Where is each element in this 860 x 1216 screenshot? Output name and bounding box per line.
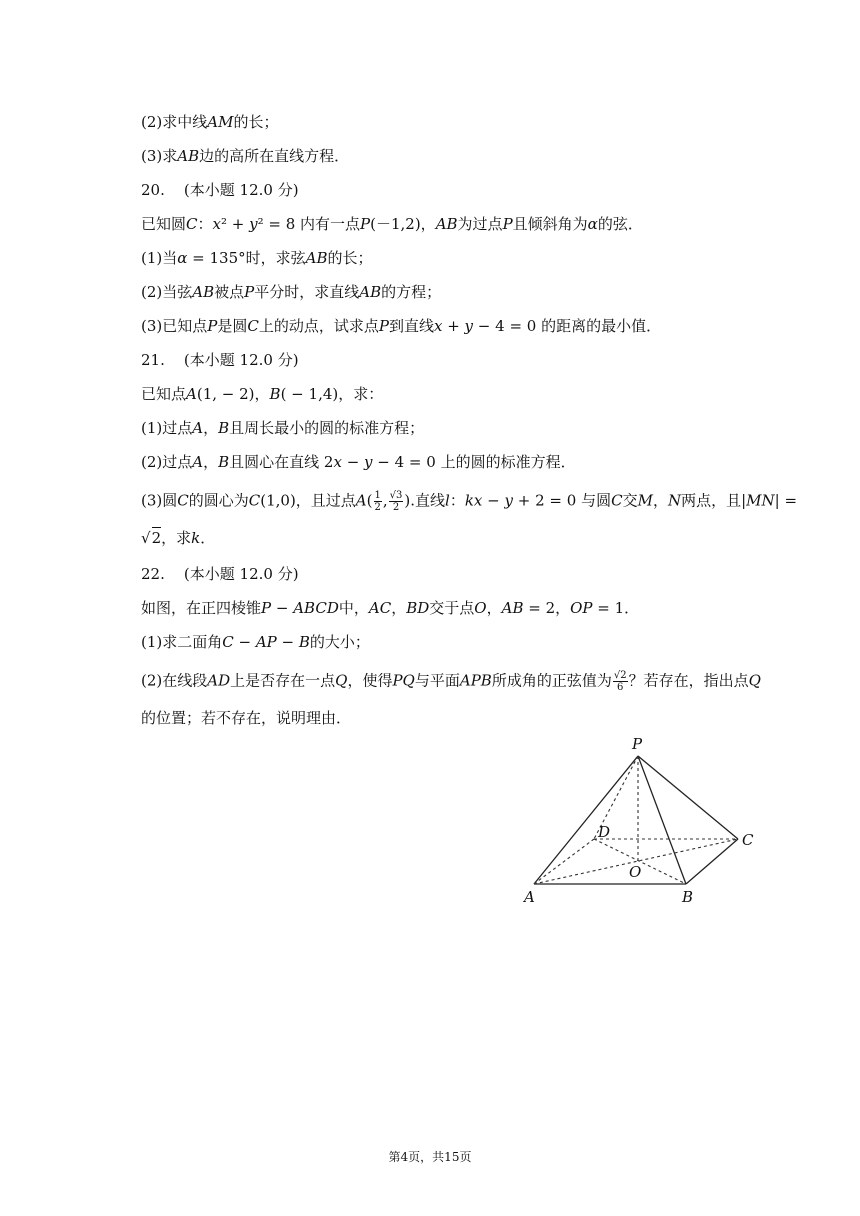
label-A: A: [524, 888, 535, 906]
q20-part2: (2)当弦AB被点P平分时，求直线AB的方程；: [141, 283, 442, 301]
q19-part2: (2)求中线AM的长；: [141, 113, 279, 131]
page-footer: 第4页，共15页: [388, 1150, 472, 1164]
label-B: B: [682, 888, 694, 906]
q21-part1: (1)过点A，B且周长最小的圆的标准方程；: [141, 419, 425, 437]
q21-part3-line2: √2，求k．: [141, 529, 216, 547]
label-P: P: [632, 735, 643, 753]
q22-part2-line2: 的位置；若不存在，说明理由．: [141, 709, 352, 727]
pyramid-figure: [520, 732, 770, 912]
q21-stem: 已知点A(1, − 2)，B( − 1,4)，求：: [141, 385, 384, 403]
q21-header: 21. (本小题 12.0 分): [141, 351, 299, 369]
q19-part3: (3)求AB边的高所在直线方程．: [141, 147, 350, 165]
q22-header: 22. (本小题 12.0 分): [141, 565, 299, 583]
q20-part3: (3)已知点P是圆C上的动点，试求点P到直线x + y − 4 = 0 的距离的最小值．: [141, 317, 662, 335]
q21-part3-line1: (3)圆C的圆心为C(1,0)，且过点A( $\frac{1}{2}$ , $\frac{√3}{2}$ ).直线l：kx − y + 2 = 0 与圆C交M，N两点，且|MN| =: [141, 490, 798, 513]
q22-part2-line1: (2)在线段AD上是否存在一点Q，使得PQ与平面APB所成角的正弦值为 $\frac{√2}{6}$ ？若存在，指出点Q: [141, 670, 761, 693]
edge-BC: [686, 839, 738, 884]
label-C: C: [742, 831, 754, 849]
q20-stem: 已知圆C：x² + y² = 8 内有一点P(－1,2)，AB为过点P且倾斜角为α的弦．: [141, 215, 643, 233]
q22-part1: (1)求二面角C − AP − B的大小；: [141, 633, 370, 651]
q21-part2: (2)过点A，B且圆心在直线 2x − y − 4 = 0 上的圆的标准方程．: [141, 453, 576, 471]
label-O: O: [629, 863, 642, 881]
label-D: D: [598, 823, 611, 841]
q20-part1: (1)当α = 135°时，求弦AB的长；: [141, 249, 373, 267]
q22-stem: 如图，在正四棱锥P − ABCD中，AC，BD交于点O，AB = 2，OP = 1．: [141, 599, 640, 617]
q20-header: 20. (本小题 12.0 分): [141, 181, 299, 199]
